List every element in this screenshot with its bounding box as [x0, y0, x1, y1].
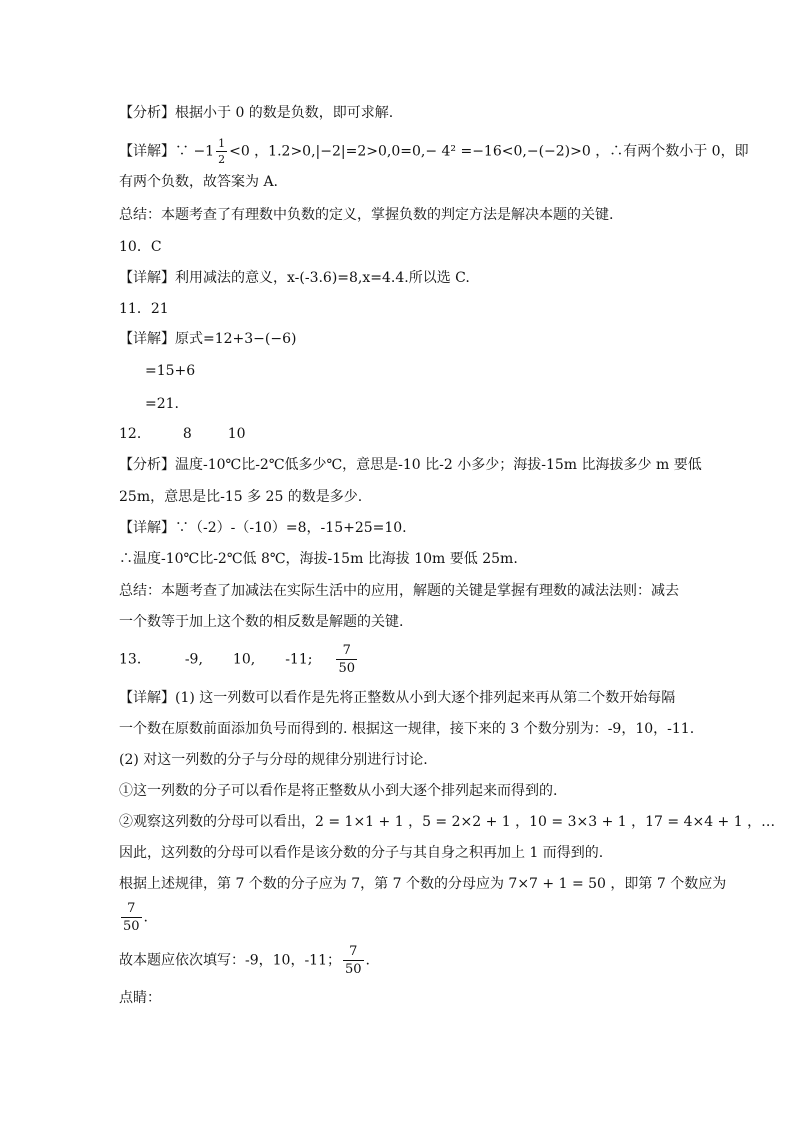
fraction-seven-fiftieths — [121, 902, 142, 933]
detail-13-line4: ①这一列数的分子可以看作是将正整数从小到大逐个排列起来而得到的. — [119, 783, 558, 799]
question-12-answer — [119, 424, 246, 444]
detail-11-line2: =15+6 — [145, 363, 196, 379]
question-13-label: 13． — [119, 651, 151, 668]
answer-12-a: 8 — [182, 426, 192, 442]
fraction-numerator: 7 — [336, 644, 357, 660]
detail-13-line1: 【详解】(1) 这一列数可以看作是先将正整数从小到大逐个排列起来再从第二个数开始每隔 — [119, 690, 676, 706]
detail-11-line3: =21. — [145, 396, 179, 412]
detail-13-answer — [119, 902, 148, 933]
fraction-denominator: 50 — [345, 962, 362, 977]
summary-12-line2: 一个数等于加上这个数的相反数是解题的关键. — [119, 614, 404, 630]
summary-12-line1: 总结：本题考查了加减法在实际生活中的应用，解题的关键是掌握有理数的减法法则：减去 — [119, 583, 679, 599]
final-answer-13 — [119, 945, 370, 976]
period: . — [143, 909, 148, 926]
analysis-12-line1: 【分析】温度-10℃比-2℃低多少℃，意思是-10 比-2 小多少；海拔-15m 比海拔多少 m 要低 — [119, 457, 702, 473]
answer-13-c: -11; — [285, 651, 313, 668]
question-10-answer: 10．C — [119, 239, 162, 255]
detail-9-cont: 有两个负数，故答案为 A. — [119, 174, 279, 190]
detail-12: 【详解】∵（-2）-（-10）=8，-15+25=10. — [119, 520, 407, 536]
answer-12-b: 10 — [227, 426, 246, 442]
analysis-12-line2: 25m，意思是比-15 多 25 的数是多少. — [119, 489, 363, 505]
detail-10: 【详解】利用减法的意义，x-(-3.6)=8,x=4.4.所以选 C. — [119, 270, 470, 286]
remark-label: 点睛： — [119, 990, 161, 1006]
detail-11-line1: 【详解】原式=12+3−(−6) — [119, 331, 297, 347]
fraction-numerator: 7 — [121, 902, 142, 918]
question-12-label: 12． — [119, 426, 151, 442]
period: . — [365, 952, 370, 969]
answer-13-a: -9, — [184, 651, 203, 668]
fraction-numerator: 1 — [218, 137, 226, 150]
question-13-answer — [119, 644, 359, 675]
final-answer-prefix: 故本题应依次填写：-9，10，-11； — [119, 952, 341, 969]
fraction-denominator: 50 — [338, 661, 355, 676]
fraction-seven-fiftieths — [336, 644, 357, 675]
detail-13-line6: 因此，这列数的分母可以看作是该分数的分子与其自身之积再加上 1 而得到的. — [119, 845, 604, 861]
summary-9: 总结：本题考查了有理数中负数的定义，掌握负数的判定方法是解决本题的关键. — [119, 207, 614, 223]
detail-9-prefix: 【详解】∵ −1 — [119, 143, 215, 160]
question-11-answer: 11．21 — [119, 301, 169, 317]
detail-13-line2: 一个数在原数前面添加负号而得到的. 根据这一规律，接下来的 3 个数分别为：-9，10，-11. — [119, 721, 695, 737]
conclusion-12: ∴温度-10℃比-2℃低 8℃，海拔-15m 比海拔 10m 要低 25m. — [119, 551, 518, 567]
detail-13-line5: ②观察这列数的分母可以看出，2 = 1×1 + 1 ，5 = 2×2 + 1 ，10 = 3×3 + 1 ，17 = 4×4 + 1 ，… — [119, 814, 776, 830]
analysis-9: 【分析】根据小于 0 的数是负数，即可求解. — [119, 105, 394, 121]
fraction-denominator: 50 — [123, 919, 140, 934]
answer-13-b: 10, — [232, 651, 256, 668]
detail-13-line3: (2) 对这一列数的分子与分母的规律分别进行讨论. — [119, 752, 428, 768]
fraction-numerator: 7 — [343, 945, 364, 961]
detail-13-line7: 根据上述规律，第 7 个数的分子应为 7，第 7 个数的分母应为 7×7 + 1 = 50 ，即第 7 个数应为 — [119, 876, 727, 892]
fraction-one-half — [216, 138, 227, 165]
detail-9-rest: <0 ，1.2>0,|−2|=2>0,0=0,− 4² =−16<0,−(−2)>0 ，∴有两个数小于 0，即 — [229, 143, 749, 160]
detail-9 — [119, 138, 749, 165]
fraction-denominator: 2 — [218, 153, 226, 166]
fraction-seven-fiftieths — [343, 945, 364, 976]
